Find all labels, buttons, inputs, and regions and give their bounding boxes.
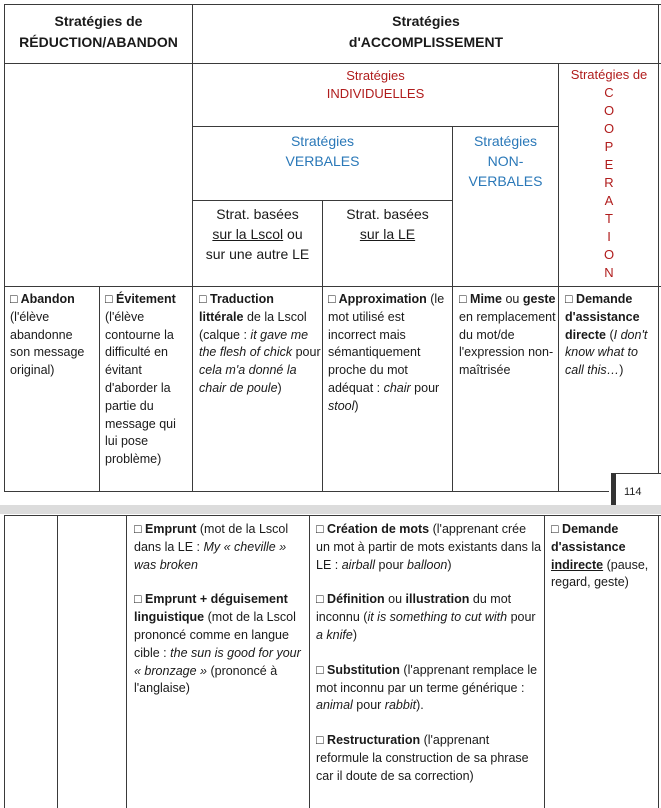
left-border bbox=[4, 4, 5, 491]
bottom-col-divider-1 bbox=[57, 515, 58, 808]
page-number: 114 bbox=[624, 486, 642, 498]
substitution-cell: □ Substitution (l'apprenant remplace le mot inconnu par un terme générique : animal pour rabbit). bbox=[316, 662, 538, 713]
approximation-cell: □ Approximation (le mot utilisé est incorrect mais sémantiquement proche du mot adéquat : chair pour stool) bbox=[328, 292, 445, 413]
bottom-col-divider-4 bbox=[544, 515, 545, 808]
top-border bbox=[4, 4, 661, 5]
header-bottom-line bbox=[4, 63, 661, 64]
creation-cell: □ Création de mots (l'apprenant crée un mot à partir de mots existants dans la LE : airball pour balloon) bbox=[316, 522, 542, 572]
deguisement-cell: □ Emprunt + déguisement linguistique (mot de la Lscol prononcé comme en langue cible : the sun is good for your « bronzage » (prononcé à l'anglaise) bbox=[134, 592, 301, 696]
abandon-cell: □ Abandon (l'élève abandonne son message original) bbox=[10, 292, 85, 378]
bottom-table-top-line bbox=[4, 515, 661, 516]
top-table-bottom-line bbox=[4, 491, 609, 492]
demande-directe-cell: □ Demande d'assistance directe (I don't know what to call this…) bbox=[565, 292, 648, 378]
cooperation-header: Stratégies de C O O P E R A T I O N bbox=[570, 67, 648, 280]
individuelles-header: Stratégies INDIVIDUELLES bbox=[326, 68, 425, 101]
bottom-col-divider-2 bbox=[126, 515, 127, 808]
traduction-cell: □ Traduction littérale de la Lscol (calque : it gave me the flesh of chick pour cela m'a donné la chair de poule) bbox=[199, 292, 321, 395]
accomplissement-header: Stratégies d'ACCOMPLISSEMENT bbox=[348, 13, 504, 50]
bottom-left-border bbox=[4, 515, 5, 808]
restructuration-cell: □ Restructuration (l'apprenant reformule la construction de sa phrase car il doute de sa correction) bbox=[316, 733, 529, 783]
le-header: Strat. basées sur la LE bbox=[346, 206, 429, 242]
individuelles-bottom-line bbox=[192, 126, 558, 127]
emprunt-column bbox=[134, 521, 306, 715]
bottom-right-border bbox=[658, 515, 659, 808]
demande-indirecte-cell: □ Demande d'assistance indirecte (pause, regard, geste) bbox=[551, 522, 649, 590]
reduction-header: Stratégies de RÉDUCTION/ABANDON bbox=[19, 13, 178, 50]
creation-column bbox=[316, 521, 542, 803]
subheader-bottom-line bbox=[4, 286, 661, 287]
mime-cell: □ Mime ou geste en remplacement du mot/de l'expression non-maîtrisée bbox=[459, 292, 556, 378]
col-divider-1 bbox=[99, 286, 100, 491]
non-verbales-header: Stratégies NON- VERBALES bbox=[468, 133, 543, 189]
lscol-header: Strat. basées sur la Lscol ou sur une autre LE bbox=[205, 206, 310, 262]
emprunt-cell: □ Emprunt (mot de la Lscol dans la LE : My « cheville » was broken bbox=[134, 522, 289, 572]
page-separator bbox=[0, 505, 661, 514]
bottom-col-divider-3 bbox=[309, 515, 310, 808]
evitement-cell: □ Évitement (l'élève contourne la difficulté en évitant d'aborder la partie du message qui lui pose problème) bbox=[105, 292, 176, 467]
definition-cell: □ Définition ou illustration du mot inconnu (it is something to cut with pour a knife) bbox=[316, 592, 536, 642]
verbales-header: Stratégies VERBALES bbox=[285, 133, 360, 169]
